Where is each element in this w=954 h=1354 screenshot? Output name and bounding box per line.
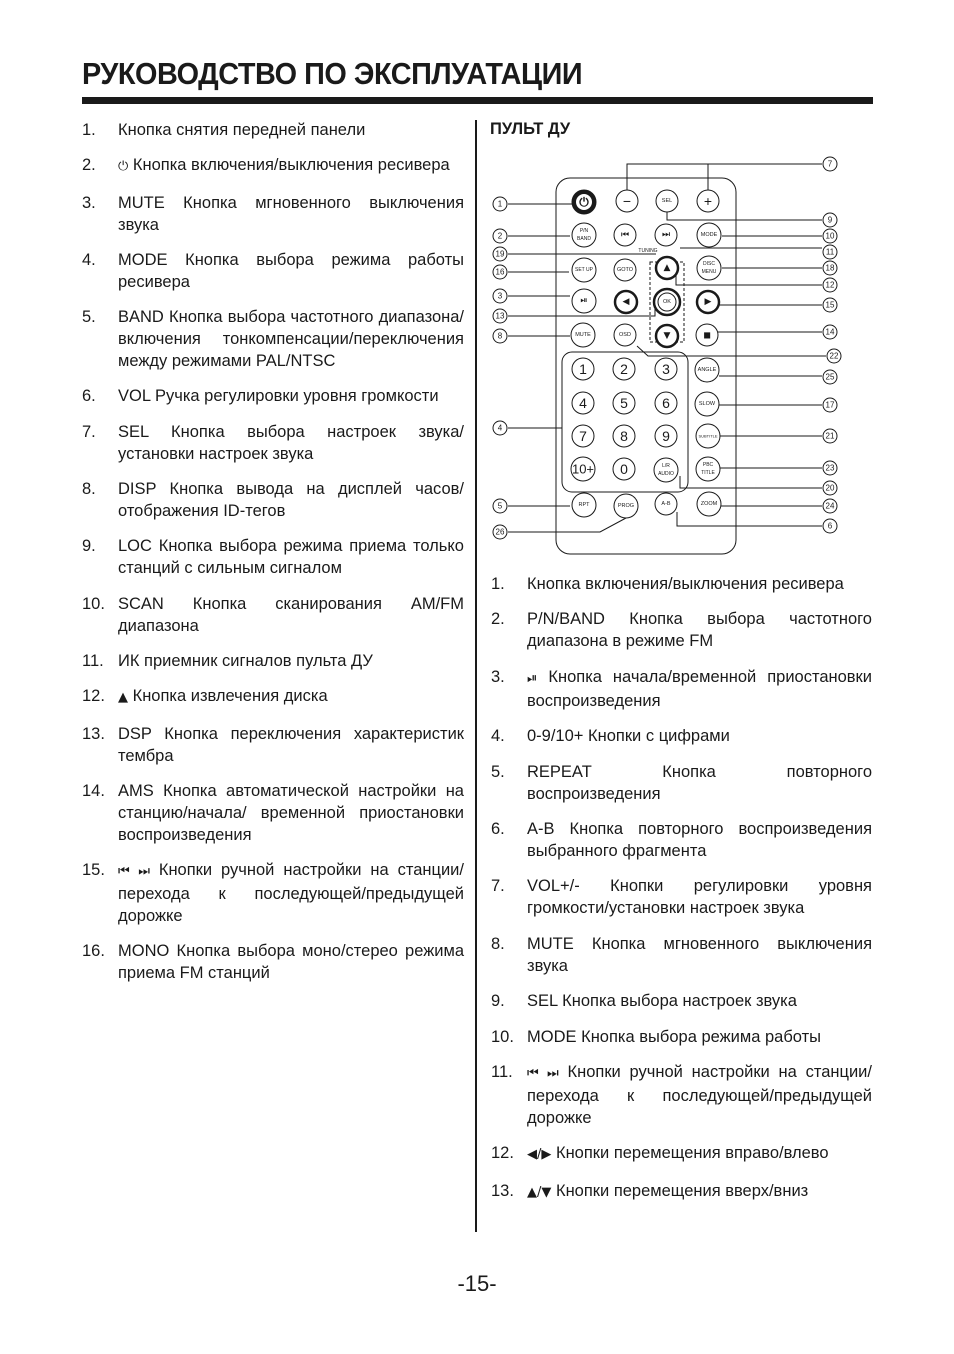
svg-text:17: 17 [825, 400, 835, 410]
callout-5 [493, 499, 507, 513]
svg-text:MODE: MODE [700, 232, 718, 238]
page-number: -15- [457, 1271, 497, 1296]
digit-7-button[interactable] [572, 425, 594, 447]
list-item: 7. VOL+/- Кнопки регулировки уровня громкости/установки настроек звука [491, 877, 872, 918]
svg-text:0: 0 [620, 461, 628, 477]
vol-minus-button[interactable] [616, 190, 638, 212]
list-item: 5. REPEAT Кнопка повторного воспроизведения [491, 762, 872, 803]
digit-10plus-button[interactable] [571, 457, 595, 481]
right-arrow-icon: ▶ [704, 297, 712, 307]
ab-button[interactable] [655, 493, 677, 515]
svg-text:18: 18 [825, 263, 835, 273]
up-button[interactable] [656, 257, 678, 279]
svg-text:12: 12 [825, 280, 835, 290]
callout-23 [823, 461, 837, 475]
zoom-button[interactable] [697, 492, 721, 516]
callout-10 [823, 229, 837, 243]
svg-text:3: 3 [662, 361, 670, 377]
svg-text:24: 24 [825, 501, 835, 511]
callout-12 [823, 278, 837, 292]
svg-text:5: 5 [497, 501, 503, 511]
svg-text:9: 9 [827, 215, 833, 225]
title-rule [82, 97, 873, 104]
svg-text:10+: 10+ [571, 461, 595, 477]
callout-26 [493, 525, 507, 539]
left-button[interactable] [615, 291, 637, 313]
svg-text:TITLE: TITLE [701, 470, 715, 476]
digit-1-button[interactable] [572, 358, 594, 380]
list-item: 15. ⏮ ⏭ Кнопки ручной настройки на станции/перехода к последующей/предыдущей дорожке [82, 861, 464, 926]
callout-7 [823, 157, 837, 171]
list-item: 14. AMS Кнопка автоматической настройки на станцию/начала/ временной приостановки воспроизведения [82, 781, 464, 844]
svg-text:L/R: L/R [662, 463, 670, 469]
callout-6 [823, 519, 837, 533]
svg-text:14: 14 [825, 327, 835, 337]
svg-text:SET UP: SET UP [575, 267, 593, 273]
remote-section-title: ПУЛЬТ ДУ [490, 120, 571, 138]
svg-text:A-B: A-B [661, 501, 671, 507]
prev-next-icon: ⏮ ⏭ [118, 864, 150, 880]
digit-0-button[interactable] [613, 458, 635, 480]
svg-text:21: 21 [825, 431, 835, 441]
next-button[interactable] [655, 224, 677, 246]
svg-text:ZOOM: ZOOM [700, 501, 718, 507]
callout-19 [493, 247, 507, 261]
list-item: 10. SCAN Кнопка сканирования AM/FM диапазона [82, 594, 464, 635]
callout-11 [823, 245, 837, 259]
svg-text:AUDIO: AUDIO [658, 471, 674, 477]
svg-text:2: 2 [620, 361, 628, 377]
svg-text:+: + [703, 193, 713, 209]
callout-16 [493, 265, 507, 279]
power-button[interactable] [572, 190, 596, 214]
list-item: 4. 0-9/10+ Кнопки с цифрами [491, 727, 730, 746]
prev-next-icon: ⏮ ⏭ [527, 1065, 559, 1081]
list-item: 9. LOC Кнопка выбора режима приема только станций с сильным сигналом [82, 537, 464, 578]
angle-button[interactable] [695, 358, 719, 382]
digit-8-button[interactable] [613, 425, 635, 447]
digit-5-button[interactable] [613, 392, 635, 414]
svg-text:1: 1 [497, 199, 503, 209]
svg-text:10: 10 [825, 231, 835, 241]
rpt-button[interactable] [572, 493, 596, 517]
svg-text:SUBTITLE: SUBTITLE [698, 433, 718, 439]
callout-9 [823, 213, 837, 227]
remote-control-diagram [488, 154, 848, 560]
eject-icon: ▲ [118, 690, 128, 706]
callout-8 [493, 329, 507, 343]
svg-text:7: 7 [827, 159, 833, 169]
svg-text:9: 9 [662, 428, 670, 444]
list-item: 5. BAND Кнопка выбора частотного диапазона/включения тонкомпенсации/переключения между режимами PAL/NTSC [82, 308, 464, 371]
callout-20 [823, 481, 837, 495]
mute-button[interactable] [571, 323, 595, 347]
callout-2 [493, 229, 507, 243]
list-item: 8. MUTE Кнопка мгновенного выключения звука [491, 934, 872, 975]
svg-text:DISC: DISC [703, 261, 715, 267]
svg-text:3: 3 [497, 291, 503, 301]
tuning-label: TUNING [638, 248, 658, 254]
callout-18 [823, 261, 837, 275]
column-divider [475, 120, 477, 1232]
mode-button[interactable] [697, 223, 721, 247]
digit-9-button[interactable] [655, 425, 677, 447]
list-item: 11. ⏮ ⏭ Кнопки ручной настройки на станции/перехода к последующей/предыдущей дорожке [491, 1062, 872, 1127]
down-arrow-icon: ▼ [663, 331, 671, 341]
svg-text:4: 4 [579, 395, 587, 411]
power-icon: ⏻ [579, 195, 589, 209]
callout-22 [827, 349, 841, 363]
svg-text:OSD: OSD [619, 332, 631, 338]
svg-text:OK: OK [663, 299, 671, 305]
callout-14 [823, 325, 837, 339]
callout-21 [823, 429, 837, 443]
svg-text:7: 7 [579, 428, 587, 444]
up-down-arrows-icon: ▲/▼ [527, 1184, 552, 1200]
callout-24 [823, 499, 837, 513]
svg-text:PBC: PBC [702, 462, 714, 468]
list-item: 7. SEL Кнопка выбора настроек звука/установки настроек звука [82, 422, 464, 463]
svg-text:RPT: RPT [578, 502, 590, 508]
svg-text:ANGLE: ANGLE [697, 367, 717, 373]
play-pause-button[interactable] [572, 289, 596, 313]
callout-25 [823, 370, 837, 384]
list-item: 4. MODE Кнопка выбора режима работы ресивера [82, 250, 464, 291]
list-item: 3. ⏯ Кнопка начала/временной приостановки воспроизведения [491, 667, 872, 710]
stop-icon: ■ [703, 330, 711, 340]
list-item: 10. MODE Кнопка выбора режима работы [491, 1027, 822, 1046]
play-pause-icon: ⏯ [527, 670, 538, 686]
remote-controls-list [491, 573, 872, 1217]
ok-button[interactable] [654, 289, 680, 315]
osd-button[interactable] [614, 324, 636, 346]
list-item: 8. DISP Кнопка вывода на дисплей часов/ отображения ID-тегов [82, 480, 464, 521]
sel-button[interactable] [656, 190, 678, 212]
callout-15 [823, 298, 837, 312]
list-item: 3. MUTE Кнопка мгновенного выключения звука [82, 193, 464, 234]
callout-1 [493, 197, 507, 211]
play-pause-icon: ⏯ [580, 296, 588, 306]
svg-text:−: − [622, 193, 632, 209]
pn-band-button[interactable] [572, 223, 596, 247]
svg-text:MUTE: MUTE [575, 332, 591, 338]
page-title: РУКОВОДСТВО ПО ЭКСПЛУАТАЦИИ [82, 56, 583, 91]
list-item: 11. ИК приемник сигналов пульта ДУ [82, 651, 373, 670]
svg-text:6: 6 [827, 521, 833, 531]
svg-text:P/N: P/N [579, 228, 589, 234]
svg-text:15: 15 [825, 300, 835, 310]
svg-text:MENU: MENU [701, 269, 717, 275]
left-right-arrows-icon: ◀/▶ [527, 1147, 552, 1163]
svg-text:11: 11 [825, 247, 835, 257]
list-item: 12. ◀/▶ Кнопки перемещения вправо/влево [491, 1144, 829, 1163]
slow-button[interactable] [695, 392, 719, 416]
prog-button[interactable] [614, 494, 638, 518]
next-icon: ⏭ [661, 230, 671, 240]
leader-9 [667, 211, 822, 220]
right-button[interactable] [697, 291, 719, 313]
svg-text:20: 20 [825, 483, 835, 493]
lr-audio-button[interactable] [654, 458, 678, 482]
list-item: 1. Кнопка снятия передней панели [82, 121, 366, 139]
svg-text:6: 6 [662, 395, 670, 411]
down-button[interactable] [656, 325, 678, 347]
digit-3-button[interactable] [655, 358, 677, 380]
list-item: 13. ▲/▼ Кнопки перемещения вверх/вниз [491, 1181, 809, 1200]
disc-menu-button[interactable] [697, 256, 721, 280]
svg-text:SEL: SEL [661, 198, 673, 204]
svg-text:SLOW: SLOW [698, 401, 716, 407]
digit-2-button[interactable] [613, 358, 635, 380]
callout-13 [493, 309, 507, 323]
svg-text:23: 23 [825, 463, 835, 473]
leader-6 [677, 512, 822, 526]
subtitle-button[interactable] [696, 424, 720, 448]
up-arrow-icon: ▲ [663, 263, 671, 273]
setup-button[interactable] [572, 258, 596, 282]
digit-6-button[interactable] [655, 392, 677, 414]
list-item: 6. A-B Кнопка повторного воспроизведения выбранного фрагмента [491, 819, 872, 860]
list-item: 6. VOL Ручка регулировки уровня громкости [82, 387, 439, 406]
svg-text:13: 13 [495, 311, 505, 321]
left-arrow-icon: ◀ [622, 297, 630, 307]
svg-text:25: 25 [825, 372, 835, 382]
pbc-title-button[interactable] [696, 457, 720, 481]
prev-icon: ⏮ [620, 230, 630, 240]
callout-4 [493, 421, 507, 435]
svg-text:1: 1 [579, 361, 587, 377]
svg-text:8: 8 [497, 331, 503, 341]
list-item: 16. MONO Кнопка выбора моно/стерео режима приема FM станций [82, 942, 464, 983]
svg-text:16: 16 [495, 267, 505, 277]
svg-text:GOTO: GOTO [616, 267, 634, 273]
list-item: 2. ⏻ Кнопка включения/выключения ресивера [82, 156, 450, 175]
list-item: 9. SEL Кнопка выбора настроек звука [491, 992, 797, 1011]
svg-text:22: 22 [829, 351, 839, 361]
svg-text:4: 4 [497, 423, 503, 433]
svg-text:8: 8 [620, 428, 628, 444]
svg-text:5: 5 [620, 395, 628, 411]
prev-button[interactable] [614, 224, 636, 246]
callout-3 [493, 289, 507, 303]
power-icon: ⏻ [118, 159, 129, 175]
stop-button[interactable] [696, 324, 718, 346]
receiver-controls-list [82, 119, 464, 998]
list-item: 1. Кнопка включения/выключения ресивера [491, 575, 844, 593]
svg-text:BAND: BAND [577, 236, 591, 242]
svg-text:2: 2 [497, 231, 503, 241]
list-item: 13. DSP Кнопка переключения характеристик тембра [82, 724, 464, 765]
callout-17 [823, 398, 837, 412]
list-item: 2. P/N/BAND Кнопка выбора частотного диапазона в режиме FM [491, 610, 872, 651]
svg-text:PROG: PROG [617, 503, 635, 509]
list-item: 12. ▲ Кнопка извлечения диска [82, 687, 328, 706]
leader-7 [627, 164, 822, 190]
goto-button[interactable] [614, 259, 636, 281]
leader-26 [508, 518, 626, 532]
svg-text:26: 26 [495, 527, 505, 537]
vol-plus-button[interactable] [697, 190, 719, 212]
digit-4-button[interactable] [572, 392, 594, 414]
svg-text:19: 19 [495, 249, 505, 259]
